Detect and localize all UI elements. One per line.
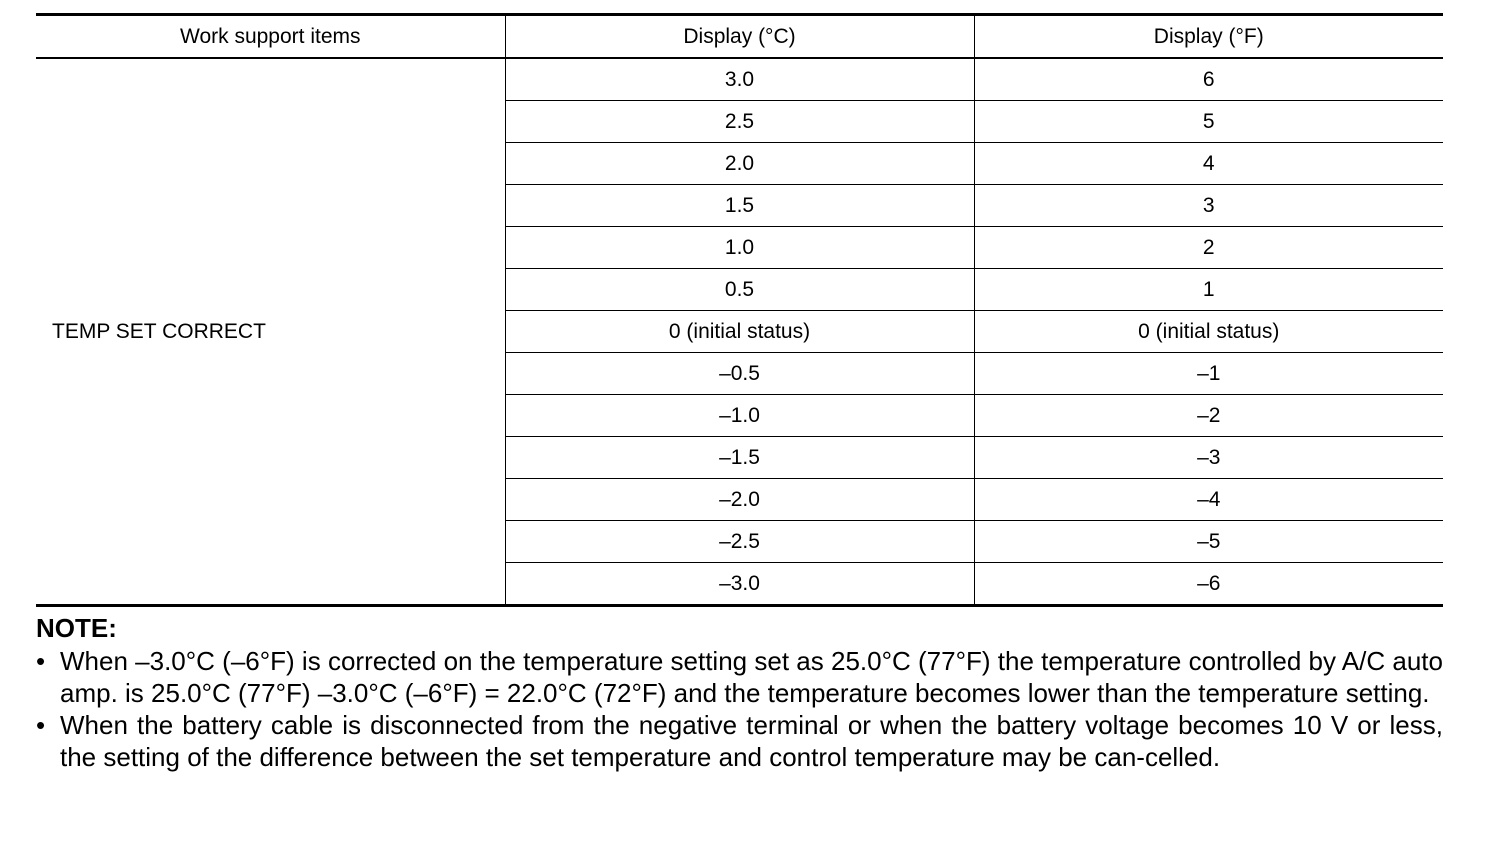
bullet-icon: • bbox=[36, 646, 46, 676]
fahrenheit-cell: –4 bbox=[974, 479, 1443, 521]
celsius-cell: –0.5 bbox=[505, 353, 974, 395]
note-item bbox=[36, 709, 1443, 773]
fahrenheit-cell: –6 bbox=[974, 563, 1443, 606]
celsius-cell: –3.0 bbox=[505, 563, 974, 606]
fahrenheit-cell: –5 bbox=[974, 521, 1443, 563]
fahrenheit-cell: 1 bbox=[974, 269, 1443, 311]
note-item-text: When –3.0°C (–6°F) is corrected on the temperature setting set as 25.0°C (77°F) the temperature controlled by A/C auto amp. is 25.0°C (77°F) –3.0°C (–6°F) = 22.0°C (72°F) and the temperature becomes lower than the temperature setting. bbox=[60, 646, 1443, 708]
fahrenheit-cell: –1 bbox=[974, 353, 1443, 395]
fahrenheit-cell: –2 bbox=[974, 395, 1443, 437]
celsius-cell: –1.5 bbox=[505, 437, 974, 479]
fahrenheit-cell: 5 bbox=[974, 101, 1443, 143]
fahrenheit-cell: 3 bbox=[974, 185, 1443, 227]
celsius-cell: –2.0 bbox=[505, 479, 974, 521]
header-display-fahrenheit: Display (°F) bbox=[974, 15, 1443, 59]
document bbox=[36, 13, 1443, 773]
celsius-cell: 0 (initial status) bbox=[505, 311, 974, 353]
celsius-cell: 1.5 bbox=[505, 185, 974, 227]
item-temp-set-correct: TEMP SET CORRECT bbox=[52, 319, 266, 343]
celsius-cell: 2.0 bbox=[505, 143, 974, 185]
note-item-text: When the battery cable is disconnected from the negative terminal or when the battery voltage becomes 10 V or less, the setting of the difference between the set temperature and control temperature may be can-celled. bbox=[60, 710, 1443, 772]
fahrenheit-cell: 4 bbox=[974, 143, 1443, 185]
celsius-cell: –1.0 bbox=[505, 395, 974, 437]
fahrenheit-cell: 6 bbox=[974, 58, 1443, 101]
celsius-cell: 0.5 bbox=[505, 269, 974, 311]
fahrenheit-cell: –3 bbox=[974, 437, 1443, 479]
header-display-celsius: Display (°C) bbox=[505, 15, 974, 59]
note-section bbox=[36, 611, 1443, 773]
fahrenheit-cell: 0 (initial status) bbox=[974, 311, 1443, 353]
fahrenheit-cell: 2 bbox=[974, 227, 1443, 269]
table-row bbox=[36, 58, 1443, 101]
celsius-cell: 1.0 bbox=[505, 227, 974, 269]
table-header-row bbox=[36, 15, 1443, 59]
note-title: NOTE: bbox=[36, 613, 117, 643]
note-item bbox=[36, 645, 1443, 709]
bullet-icon: • bbox=[36, 710, 46, 740]
celsius-cell: –2.5 bbox=[505, 521, 974, 563]
header-work-support-items: Work support items bbox=[36, 15, 505, 59]
celsius-cell: 3.0 bbox=[505, 58, 974, 101]
celsius-cell: 2.5 bbox=[505, 101, 974, 143]
work-support-table bbox=[36, 13, 1443, 607]
